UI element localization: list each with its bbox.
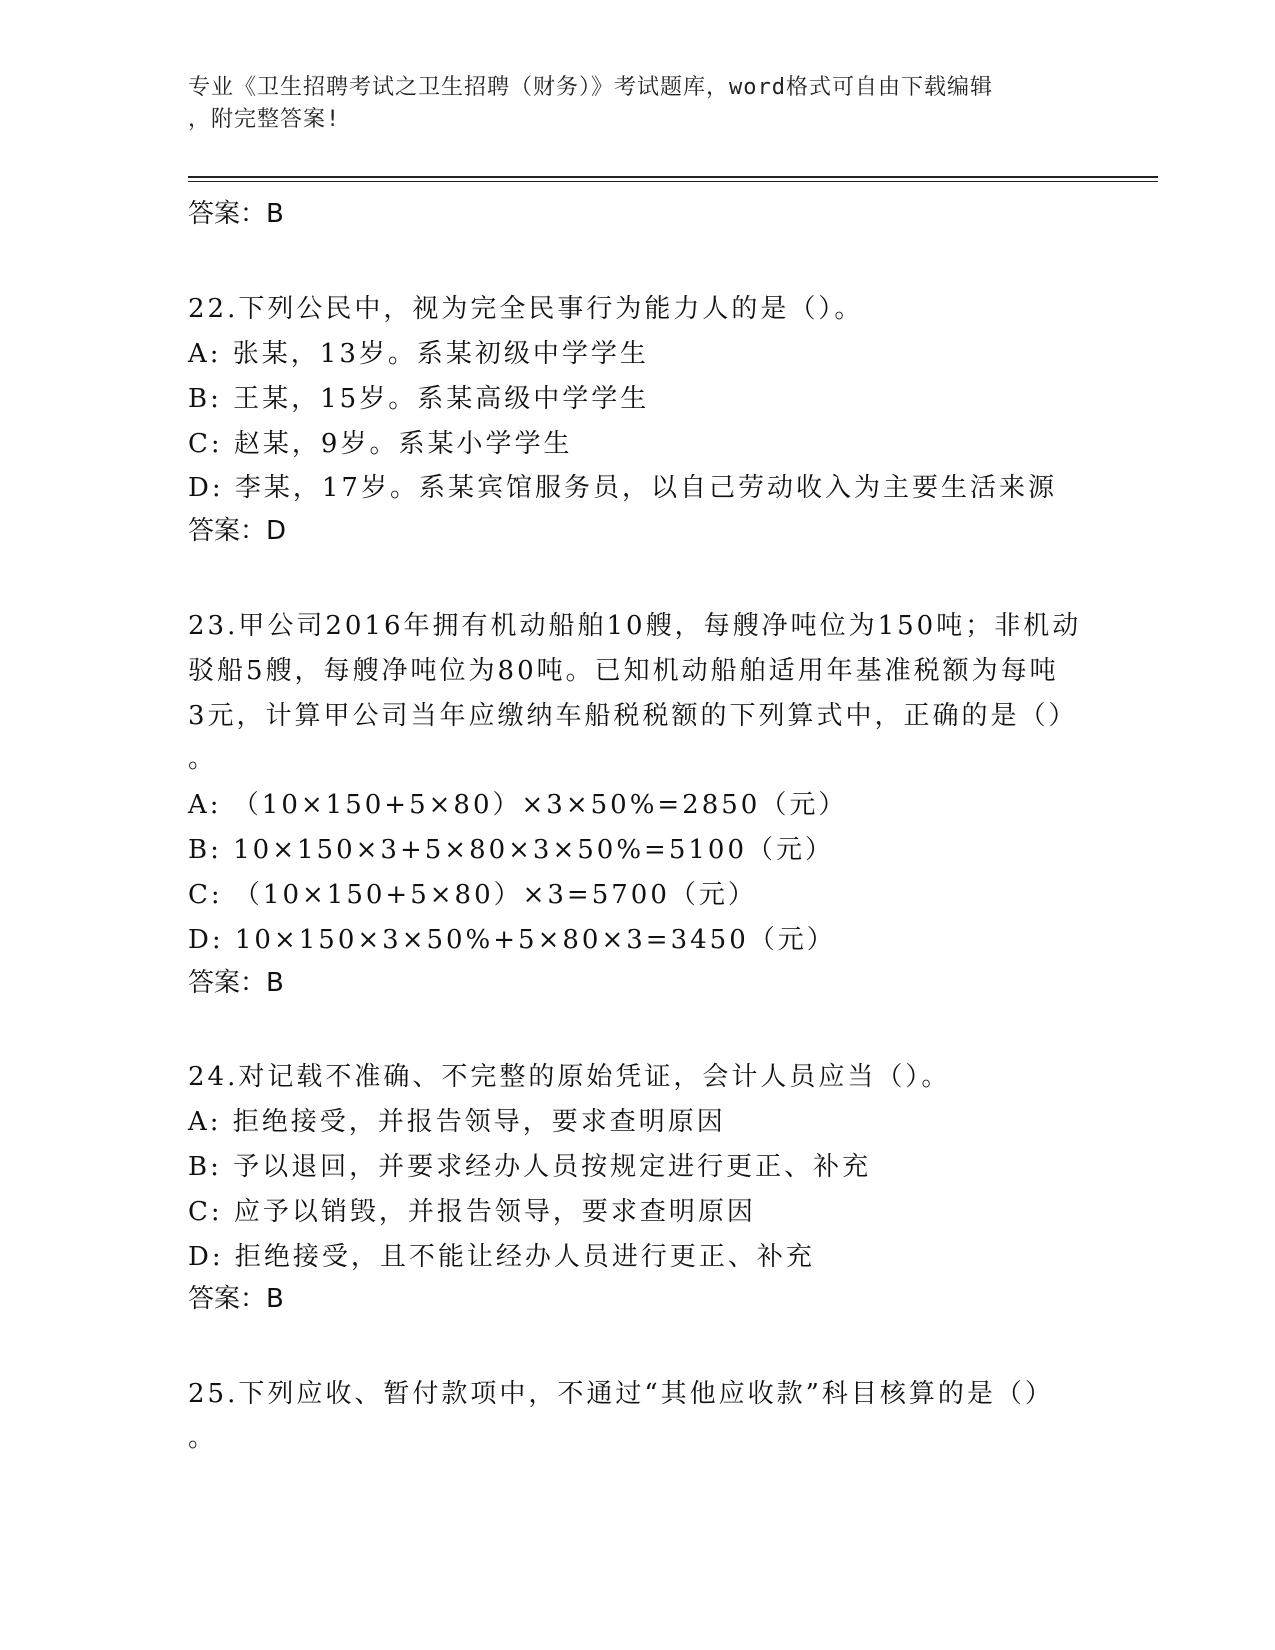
- question-23-stem-3: 3元，计算甲公司当年应缴纳车船税税额的下列算式中，正确的是（）: [188, 701, 1078, 731]
- question-23-option-a: A: （10×150+5×80）×3×50%=2850（元）: [188, 790, 848, 820]
- header-line-2: ，附完整答案!: [188, 107, 341, 132]
- answer-22: 答案：D: [188, 516, 287, 546]
- question-25-stem-2: 。: [188, 1423, 218, 1453]
- question-24-option-b: B: 予以退回，并要求经办人员按规定进行更正、补充: [188, 1152, 872, 1182]
- question-23-stem-1: 23.甲公司2016年拥有机动船舶10艘，每艘净吨位为150吨；非机动: [188, 611, 1082, 641]
- question-22-option-a: A: 张某，13岁。系某初级中学学生: [188, 339, 649, 369]
- question-23-option-b: B: 10×150×3+5×80×3×50%=5100（元）: [188, 835, 835, 865]
- question-24-option-c: C: 应予以销毁，并报告领导，要求查明原因: [188, 1197, 756, 1227]
- page-header: [188, 72, 1068, 136]
- question-24-stem: 24.对记载不准确、不完整的原始凭证，会计人员应当（）。: [188, 1062, 951, 1092]
- answer-23: 答案：B: [188, 968, 284, 998]
- header-line-1: 专业《卫生招聘考试之卫生招聘（财务）》考试题库，word格式可自由下载编辑: [188, 75, 993, 100]
- question-24-option-a: A: 拒绝接受，并报告领导，要求查明原因: [188, 1107, 726, 1137]
- question-22-option-d: D: 李某，17岁。系某宾馆服务员，以自己劳动收入为主要生活来源: [188, 473, 1057, 503]
- question-23-option-d: D: 10×150×3×50%+5×80×3=3450（元）: [188, 925, 836, 955]
- header-divider-thin: [188, 181, 1158, 182]
- question-23-option-c: C: （10×150+5×80）×3=5700（元）: [188, 880, 757, 910]
- question-23-stem-4: 。: [188, 744, 218, 774]
- question-25-stem-1: 25.下列应收、暂付款项中，不通过“其他应收款”科目核算的是（）: [188, 1379, 1054, 1409]
- answer-21: 答案：B: [188, 199, 284, 229]
- question-23-stem-2: 驳船5艘，每艘净吨位为80吨。已知机动船舶适用年基准税额为每吨: [188, 656, 1059, 686]
- question-22-stem: 22.下列公民中，视为完全民事行为能力人的是（）。: [188, 294, 864, 324]
- question-24-option-d: D: 拒绝接受，且不能让经办人员进行更正、补充: [188, 1242, 815, 1272]
- header-divider: [188, 176, 1158, 178]
- question-22-option-b: B: 王某，15岁。系某高级中学学生: [188, 384, 650, 414]
- answer-24: 答案：B: [188, 1284, 284, 1314]
- question-22-option-c: C: 赵某，9岁。系某小学学生: [188, 429, 573, 459]
